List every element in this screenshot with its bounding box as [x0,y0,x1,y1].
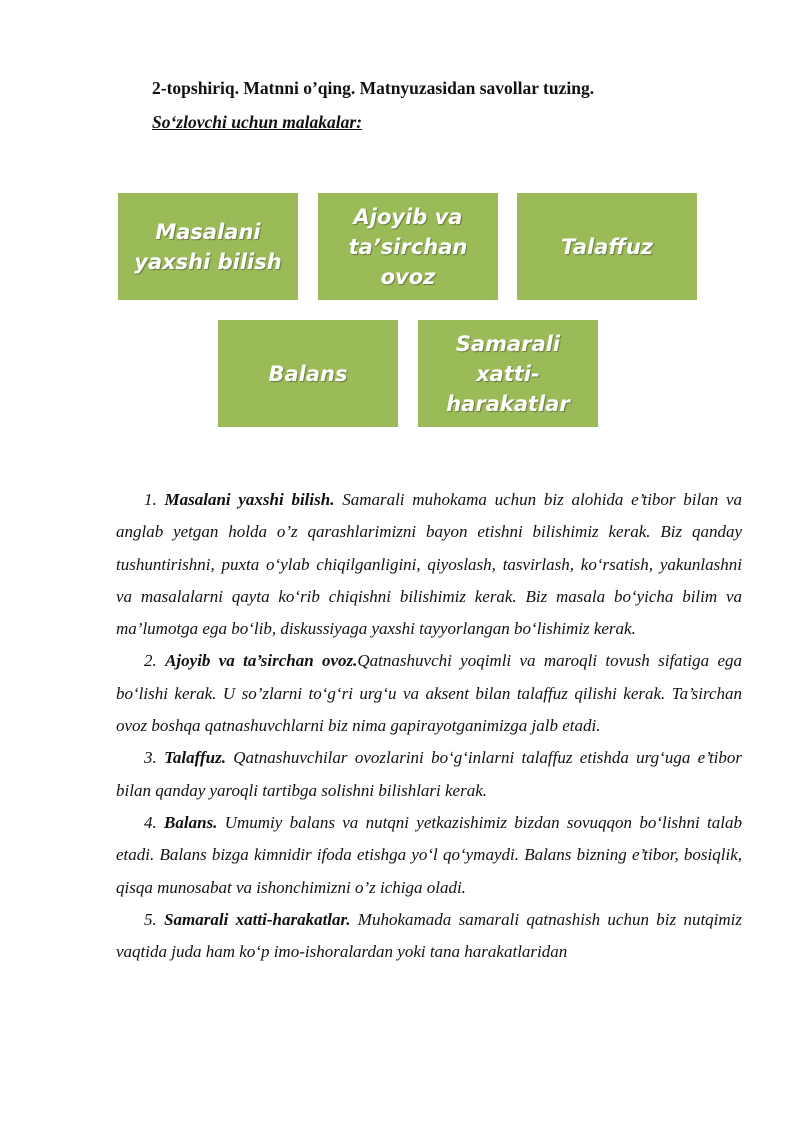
paragraph-text: Qatnashuvchilar ovozlarini bo‘g‘inlarni talaffuz etishda urg‘uga e’tibor bilan qanday yaroqli tartibga solishni bilishlari kerak. [116,748,743,800]
skill-label-line: yaxshi bilish [134,249,282,274]
skill-label-line: ovoz [380,264,436,289]
paragraph-number: 3. [144,748,165,768]
body-text [116,484,742,968]
skill-box-masalani-bilish [118,193,298,300]
paragraph-text: Qatnashuvchi yoqimli va maroqli tovush sifatiga ega bo‘lishi kerak. U so’zlarni to‘g‘ri urg‘u va aksent bilan talaffuz qilishi kerak. Ta’sirchan ovoz boshqa qatnashuvchlarni biz nima gapirayotganimizga jalb etadi. [116,651,742,736]
skill-box-label [134,217,281,277]
skill-label-line: Talaffuz [560,234,654,259]
paragraph-text: Umumiy balans va nutqni yetkazishimiz bizdan sovuqqon bo‘lishni talab etadi. Balans bizga kimnidir ifoda etishga yo‘l qo‘ymaydi. Balans bizning e’tibor, bosiqlik, qisqa munosabat va ishonchimizni o’z ichiga oladi. [116,812,743,897]
skill-box-balans [218,320,398,427]
subheading: So‘zlovchi uchun malakalar: [152,112,363,132]
skill-label-line: Masalani [155,219,261,244]
paragraph-number: 5. [144,909,165,929]
skill-box-talaffuz [517,193,697,300]
paragraph-1 [116,484,742,645]
paragraph-text: Muhokamada samarali qatnashish uchun biz nutqimiz vaqtida juda ham ko‘p imo-ishoralardan yoki tana harakatlaridan [116,909,743,962]
skill-label-line: ta’sirchan [348,234,468,259]
skill-box-label [349,202,468,292]
paragraph-term: Samarali xatti-harakatlar. [164,909,351,929]
paragraph-3 [116,742,742,807]
skill-box-samarali-harakatlar [418,320,598,427]
paragraph-term: Masalani yaxshi bilish. [164,490,335,509]
paragraph-term: Ajoyib va ta’sirchan ovoz. [165,651,358,671]
paragraph-2 [116,645,742,742]
skill-label-line: Ajoyib va [353,204,463,229]
skill-label-line: Samarali xatti- [455,331,561,386]
paragraph-4 [116,807,742,904]
paragraph-number: 2. [144,651,166,671]
paragraph-number: 4. [144,812,165,832]
skill-label-line: harakatlar [446,391,570,416]
paragraph-text: Samarali muhokama uchun biz alohida e’tibor bilan va anglab yetgan holda o’z qarashlarimizni bayon etishni bilishimiz kerak. Biz qanday tushuntirishni, puxta o‘ylab chiqilganligini, qiyoslash, tasvirlash, ko‘rsatish, yakunlashni va masalalarni qayta ko‘rib chiqishni bilishimiz kerak. Biz masala bo‘yicha bilim va ma’lumotga ega bo‘lib, diskussiyaga yaxshi tayyorlangan bo‘lishimiz kerak. [116,490,743,639]
paragraph-term: Balans. [164,812,218,832]
paragraph-5 [116,904,742,969]
skill-box-label [428,329,588,419]
paragraph-number: 1. [144,490,165,509]
paragraph-term: Talaffuz. [164,748,226,768]
skill-box-ajoyib-ovoz [318,193,498,300]
skill-box-label [269,359,348,389]
skill-label-line: Balans [268,361,348,386]
page-heading: 2-topshiriq. Matnni o’qing. Matnyuzasidan savollar tuzing. [152,78,595,98]
skill-box-label [561,232,653,262]
